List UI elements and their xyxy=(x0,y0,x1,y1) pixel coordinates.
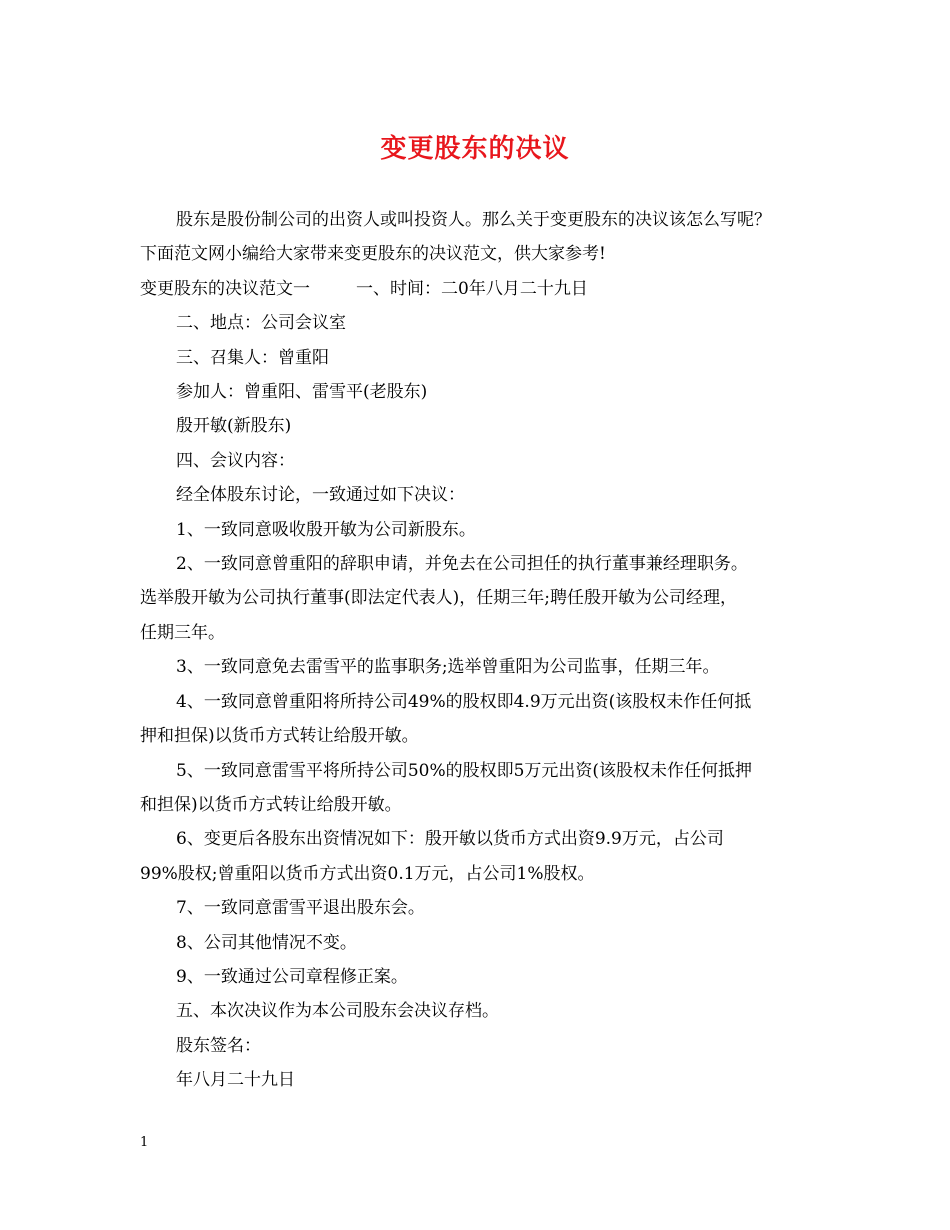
paragraph-line: 99%股权;曾重阳以货币方式出资0.1万元，占公司1%股权。 xyxy=(140,863,595,884)
paragraph-line: 参加人：曾重阳、雷雪平(老股东) xyxy=(176,382,428,403)
document-body xyxy=(140,203,830,1098)
paragraph-line: 四、会议内容： xyxy=(176,450,295,471)
paragraph-line: 4、一致同意曾重阳将所持公司49%的股权即4.9万元出资(该股权未作任何抵 xyxy=(176,691,752,712)
paragraph-line: 经全体股东讨论，一致通过如下决议： xyxy=(176,485,465,506)
paragraph-line: 押和担保)以货币方式转让给殷开敏。 xyxy=(140,726,419,747)
paragraph-line: 五、本次决议作为本公司股东会决议存档。 xyxy=(176,1001,499,1022)
paragraph-line: 选举殷开敏为公司执行董事(即法定代表人)，任期三年;聘任殷开敏为公司经理， xyxy=(140,588,737,609)
paragraph-line: 7、一致同意雷雪平退出股东会。 xyxy=(176,898,425,919)
signature-date: 年八月二十九日 xyxy=(176,1070,295,1091)
paragraph-line: 任期三年。 xyxy=(140,622,225,643)
paragraph-line: 殷开敏(新股东) xyxy=(176,416,292,437)
sample-heading: 变更股东的决议范文一 xyxy=(140,278,310,299)
page-number: 1 xyxy=(140,1135,149,1150)
paragraph-line: 8、公司其他情况不变。 xyxy=(176,932,357,953)
paragraph-line: 和担保)以货币方式转让给殷开敏。 xyxy=(140,794,402,815)
paragraph-line: 6、变更后各股东出资情况如下：殷开敏以货币方式出资9.9万元，占公司 xyxy=(176,829,724,850)
sample-heading-line xyxy=(140,272,830,306)
paragraph-line: 5、一致同意雷雪平将所持公司50%的股权即5万元出资(该股权未作任何抵押 xyxy=(176,760,753,781)
signature-label: 股东签名： xyxy=(176,1035,261,1056)
paragraph-line: 3、一致同意免去雷雪平的监事职务;选举曾重阳为公司监事，任期三年。 xyxy=(176,657,720,678)
paragraph-line: 三、召集人：曾重阳 xyxy=(176,347,329,368)
paragraph-line: 1、一致同意吸收殷开敏为公司新股东。 xyxy=(176,519,476,540)
paragraph-line: 股东是股份制公司的出资人或叫投资人。那么关于变更股东的决议该怎么写呢？ xyxy=(176,210,771,230)
paragraph-line: 2、一致同意曾重阳的辞职申请，并免去在公司担任的执行董事兼经理职务。 xyxy=(176,554,748,575)
paragraph-line: 二、地点：公司会议室 xyxy=(176,313,346,334)
document-title: 变更股东的决议 xyxy=(380,134,570,164)
paragraph-line: 下面范文网小编给大家带来变更股东的决议范文，供大家参考! xyxy=(140,244,606,265)
paragraph-line: 9、一致通过公司章程修正案。 xyxy=(176,966,408,987)
meeting-time: 一、时间：二0年八月二十九日 xyxy=(356,278,588,299)
